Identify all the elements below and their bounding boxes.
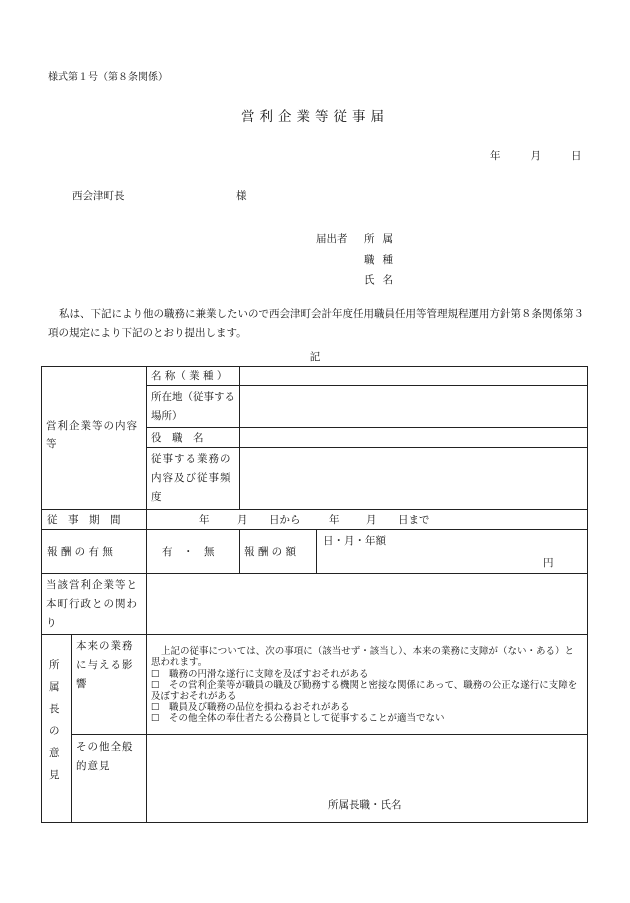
amount-basis: 日・月・年額 xyxy=(323,535,386,547)
impact-label: 本来の業務に与える影響 xyxy=(76,640,134,690)
job-type-label: 職種 xyxy=(364,254,401,266)
affiliation-label: 所属 xyxy=(364,233,401,245)
position-label: 役 職 名 xyxy=(151,432,204,444)
period-label: 従 事 期 間 xyxy=(47,514,121,526)
name-label: 氏名 xyxy=(364,274,401,286)
location-label: 所在地（従事する場所） xyxy=(151,391,235,422)
addressee-name: 西会津町長 xyxy=(72,190,125,202)
remuneration-amount-label: 報 酬 の 額 xyxy=(244,546,297,558)
checkbox-icon[interactable]: ☐ xyxy=(151,713,160,724)
date-month: 月 xyxy=(530,150,541,162)
addressee-honorific: 様 xyxy=(236,190,247,202)
period-year-until: 年 xyxy=(329,514,340,526)
application-form-table xyxy=(41,366,588,823)
check-item-4: ☐ その他全体の奉仕者たる公務員として従事することが適当でない xyxy=(151,713,445,724)
date-line xyxy=(490,148,582,163)
period-day-from: 日から xyxy=(269,514,301,526)
name-type-label: 名 称（ 業 種 ） xyxy=(151,370,228,382)
duties-label: 従事する業務の内容及び従事頻度 xyxy=(151,453,232,503)
check-item-3: ☐ 職員及び職務の品位を損ねるおそれがある xyxy=(151,702,350,713)
checkbox-icon[interactable]: ☐ xyxy=(151,680,160,691)
impact-statement: 上記の従事については、次の事項に（該当せず・該当し）、本来の業務に支障が（ない・ある）と思われます。 xyxy=(151,646,575,668)
other-opinion-label: その他全般的意見 xyxy=(76,741,134,772)
ki-label: 記 xyxy=(309,351,321,363)
business-contents-label: 営利企業等の内容等 xyxy=(46,420,138,450)
remuneration-options: 有 ・ 無 xyxy=(162,546,215,558)
period-month-from: 月 xyxy=(237,514,248,526)
checkbox-icon[interactable]: ☐ xyxy=(151,669,160,680)
relation-label: 当該営利企業等と本町行政との関わり xyxy=(46,579,138,629)
supervisor-opinion-label: 所属長の意見 xyxy=(49,659,60,781)
date-year: 年 xyxy=(490,150,501,162)
date-day: 日 xyxy=(571,150,582,162)
submitter-label: 届出者 xyxy=(316,233,348,245)
check-item-2: ☐ その営利企業等が職員の職及び勤務する機関と密接な関係にあって、職務の公正な遂行に支障を及ぼすおそれがある xyxy=(151,680,578,702)
period-day-until: 日まで xyxy=(398,514,430,526)
period-year-from: 年 xyxy=(199,514,210,526)
form-number: 様式第１号（第８条関係） xyxy=(48,72,168,83)
document-title: 営利企業等従事届 xyxy=(241,109,389,125)
yen-unit: 円 xyxy=(543,557,554,569)
remuneration-label: 報 酬 の 有 無 xyxy=(47,546,113,558)
check-item-1: ☐ 職務の円滑な遂行に支障を及ぼすおそれがある xyxy=(151,669,369,680)
signature-label: 所属長職・氏名 xyxy=(328,799,402,811)
period-month-until: 月 xyxy=(366,514,377,526)
body-text: 私は、下記により他の職務に兼業したいので西会津町会計年度任用職員任用等管理規程運用方針第８条関係第３項の規定により下記のとおり提出します。 xyxy=(48,308,584,339)
checkbox-icon[interactable]: ☐ xyxy=(151,702,160,713)
